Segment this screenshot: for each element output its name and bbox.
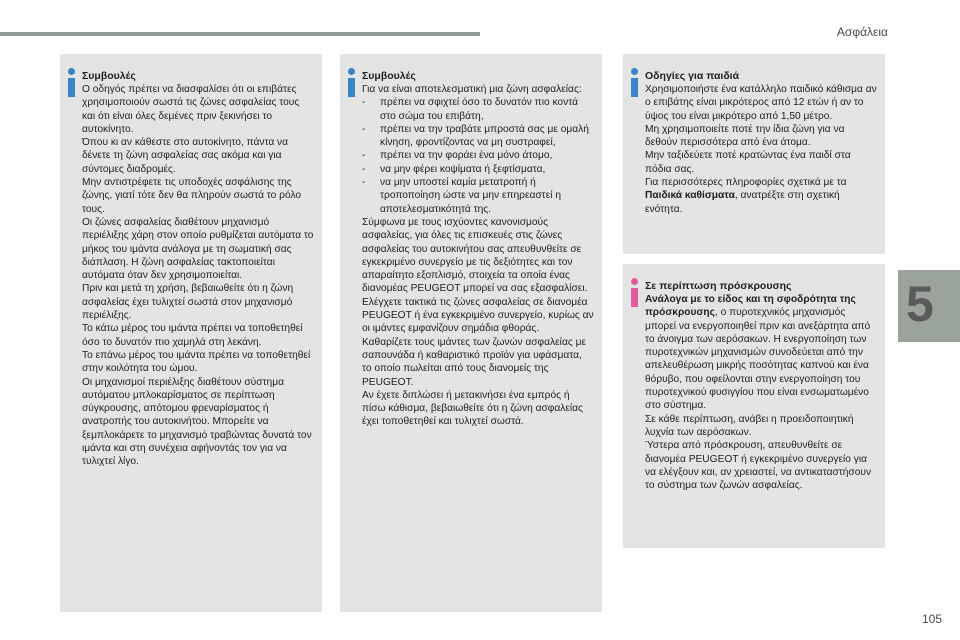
paragraph (645, 176, 877, 216)
list-item: - να μην φέρει κοψίματα ή ξεφτίσματα, (362, 163, 594, 176)
paragraph: Ο οδηγός πρέπει να διασφαλίσει ότι οι επιβάτες χρησιμοποιούν σωστά τις ζώνες ασφαλείας τους και ότι είναι όλες δεμένες πριν ξεκινήσει το αυτοκίνητο. (82, 84, 300, 135)
text-span: , ανατρέξτε στη σχετική ενότητα. (645, 190, 840, 215)
paragraph: Χρησιμοποιήστε ένα κατάλληλο παιδικό κάθισμα αν ο επιβάτης είναι μικρότερος από 12 ετών ή αν το ύψος του είναι μικρότερο από 1,50 μέτρο. (645, 84, 877, 122)
top-rule (0, 32, 480, 36)
cross-reference: Παιδικά καθίσματα (645, 190, 735, 202)
paragraph: Ύστερα από πρόσκρουση, απευθυνθείτε σε διανομέα PEUGEOT ή εγκεκριμένο συνεργείο για να ελέγξουν και, αν χρειαστεί, να αντικαταστήσουν το σύστημα των ζωνών ασφαλείας. (645, 440, 872, 492)
page-number: 105 (921, 612, 942, 626)
paragraph: Οι ζώνες ασφαλείας διαθέτουν μηχανισμό περιέλιξης χάρη στον οποίο ρυθμίζεται αυτόματα το μήκος του ιμάντα ανάλογα με τη σωματική σας διάπλαση. Η ζώνη ασφαλείας τακτοποιείται αυτόματα όταν δεν χρησιμοποιείται. (82, 216, 314, 282)
list-item: - πρέπει να την φοράει ένα μόνο άτομο, (362, 149, 594, 162)
paragraph: Το επάνω μέρος του ιμάντα πρέπει να τοποθετηθεί στην κοιλότητα του ώμου. (82, 349, 311, 375)
paragraph: Το κάτω μέρος του ιμάντα πρέπει να τοποθετηθεί όσο το δυνατόν πιο χαμηλά στη λεκάνη. (82, 323, 303, 348)
warning-icon (631, 278, 639, 308)
panel-heading: Συμβουλές (362, 70, 416, 82)
collision-panel (623, 264, 885, 548)
paragraph: Καθαρίζετε τους ιμάντες των ζωνών ασφαλείας με σαπουνάδα ή καθαριστικό προϊόν για υφάσματα, το οποίο πωλείται από τους διανομείς της PEUGEOT. (362, 336, 586, 388)
bold-lead: Ανάλογα με το είδος και τη σφοδρότητα της πρόσκρουσης (645, 294, 856, 319)
paragraph: Όπου κι αν κάθεστε στο αυτοκίνητο, πάντα να δένετε τη ζώνη ασφαλείας σας ακόμα και για σύντομες διαδρομές. (82, 137, 289, 175)
child-instructions-panel (623, 54, 885, 254)
text-span: , ο πυροτεχνικός μηχανισμός μπορεί να ενεργοποιηθεί πριν και ανεξάρτητα από το άνοιγμα των αερόσακων. Η ενεργοποίηση των πυροτεχνικών μηχανισμών συνοδεύεται από την απελευθέρωση μικρής ποσότητας καπνού και ένα θόρυβο, που οφείλονται στην ενεργοποίηση του πυροτεχνικού φυσιγγίου που είναι ενσωματωμένο στο σύστημα. (645, 307, 871, 412)
paragraph: Σε κάθε περίπτωση, ανάβει η προειδοποιητική λυχνία των αερόσακων. (645, 413, 854, 438)
requirements-list (362, 96, 594, 216)
paragraph: Αν έχετε διπλώσει ή μετακινήσει ένα εμπρός ή πίσω κάθισμα, βεβαιωθείτε ότι η ζώνη ασφαλείας έχει τοποθετηθεί και τυλιχτεί σωστά. (362, 389, 583, 428)
list-item: - πρέπει να σφιχτεί όσο το δυνατόν πιο κοντά στο σώμα του επιβάτη, (362, 96, 594, 123)
info-icon (631, 68, 639, 98)
chapter-number: 5 (906, 276, 934, 332)
list-item: - πρέπει να την τραβάτε μπροστά σας με ομαλή κίνηση, φροντίζοντας να μη συστραφεί, (362, 123, 594, 150)
paragraph: Ελέγχετε τακτικά τις ζώνες ασφαλείας σε διανομέα PEUGEOT ή ένα εγκεκριμένο συνεργείο, κυρίως αν οι ιμάντες εμφανίζουν σημάδια φθοράς. (362, 296, 594, 335)
info-icon (68, 68, 76, 98)
section-title: Ασφάλεια (836, 25, 888, 39)
paragraph: Σύμφωνα με τους ισχύοντες κανονισμούς ασφαλείας, για όλες τις επισκευές στις ζώνες ασφαλείας του αυτοκινήτου σας απευθυνθείτε σε εγκεκριμένο συνεργείο με τις δεξιότητες και τον απαραίτητο εξοπλισμό, στοιχεία τα οποία ένας διανομέας PEUGEOT μπορεί να σας εξασφαλίσει. (362, 216, 588, 295)
info-icon (348, 68, 356, 98)
paragraph: Μη χρησιμοποιείτε ποτέ την ίδια ζώνη για να δεθούν περισσότερα από ένα άτομα. (645, 123, 845, 149)
paragraph: Πριν και μετά τη χρήση, βεβαιωθείτε ότι η ζώνη ασφαλείας έχει τυλιχτεί σωστά στον μηχανισμό περιέλιξης. (82, 283, 294, 322)
paragraph (645, 293, 877, 413)
list-item: - να μην υποστεί καμία μετατροπή ή τροποποίηση ώστε να μην επηρεαστεί η αποτελεσματικότητά της. (362, 176, 594, 216)
paragraph: Για να είναι αποτελεσματική μια ζώνη ασφαλείας: (362, 84, 582, 95)
tips-panel-2 (340, 54, 602, 612)
tips-panel-1 (60, 54, 322, 612)
paragraph: Μην αντιστρέφετε τις υποδοχές ασφάλισης της ζώνης, γιατί τότε δεν θα πληρούν σωστά το ρόλο τους. (82, 177, 302, 215)
right-column (623, 54, 885, 548)
paragraph: Μην ταξιδεύετε ποτέ κρατώντας ένα παιδί στα πόδια σας. (645, 150, 851, 175)
paragraph: Οι μηχανισμοί περιέλιξης διαθέτουν σύστημα αυτόματου μπλοκαρίσματος σε περίπτωση σύγκρουσης, απότομου φρεναρίσματος ή ανατροπής του αυτοκινήτου. Μπορείτε να ξεμπλοκάρετε το μηχανισμό τραβώντας δυνατά τον ιμάντα και στη συνέχεια αφήνοντάς τον για να τυλιχτεί λίγο. (82, 376, 312, 468)
panel-heading: Σε περίπτωση πρόσκρουσης (645, 280, 792, 292)
panel-heading: Συμβουλές (82, 70, 136, 82)
text-span: Για περισσότερες πληροφορίες σχετικά με τα (645, 177, 847, 189)
panel-heading: Οδηγίες για παιδιά (645, 70, 740, 82)
